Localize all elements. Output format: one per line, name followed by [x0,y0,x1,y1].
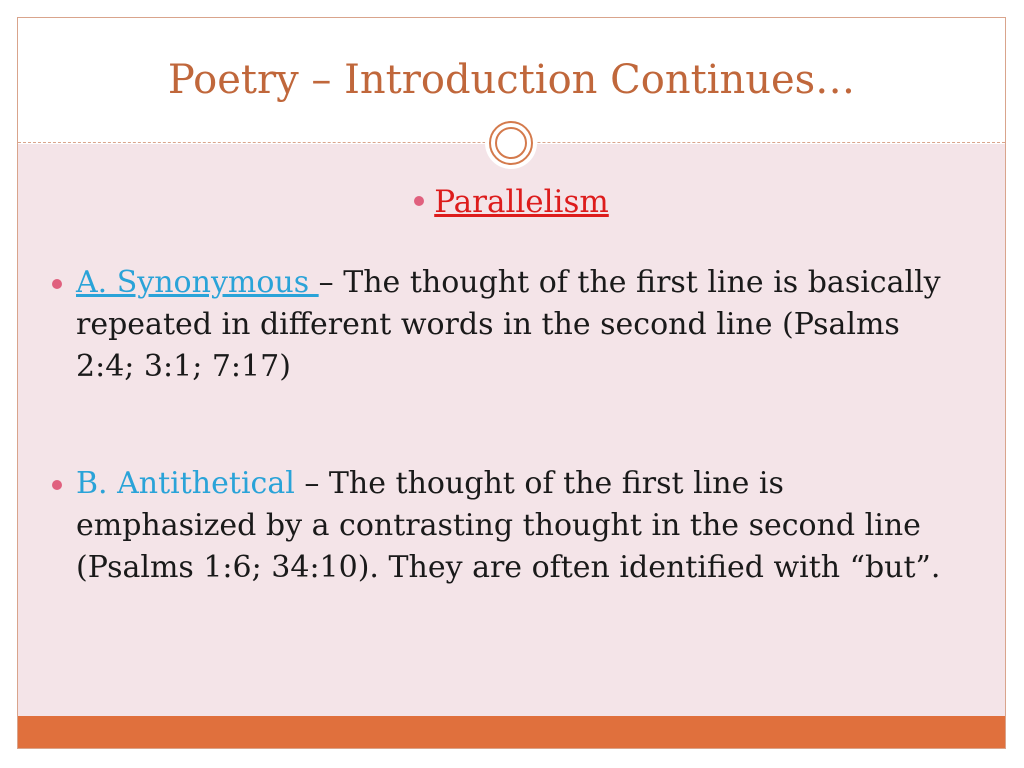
round-bullet-icon [414,196,424,206]
slide-title: Poetry – Introduction Continues… [167,57,856,103]
slide [17,17,1006,749]
round-bullet-icon [52,480,62,490]
content-area [18,144,1005,716]
ring-inner [495,127,527,159]
section-heading: Parallelism [434,184,609,220]
item-description: – The thought of the first line is emphasized by a contrasting thought in the second line (Psalms 1:6; 34:10). They are often identified with “but”. [76,466,941,585]
list-item-antithetical [76,463,956,589]
term-antithetical: B. Antithetical [76,466,295,501]
list-item-synonymous [76,262,956,388]
term-synonymous-link[interactable]: A. Synonymous [76,265,319,300]
heading-row [18,182,1005,222]
footer-bar [18,716,1005,749]
item-description: – The thought of the first line is basically repeated in different words in the second line (Psalms 2:4; 3:1; 7:17) [76,265,941,384]
round-bullet-icon [52,279,62,289]
double-ring-icon [485,117,537,169]
